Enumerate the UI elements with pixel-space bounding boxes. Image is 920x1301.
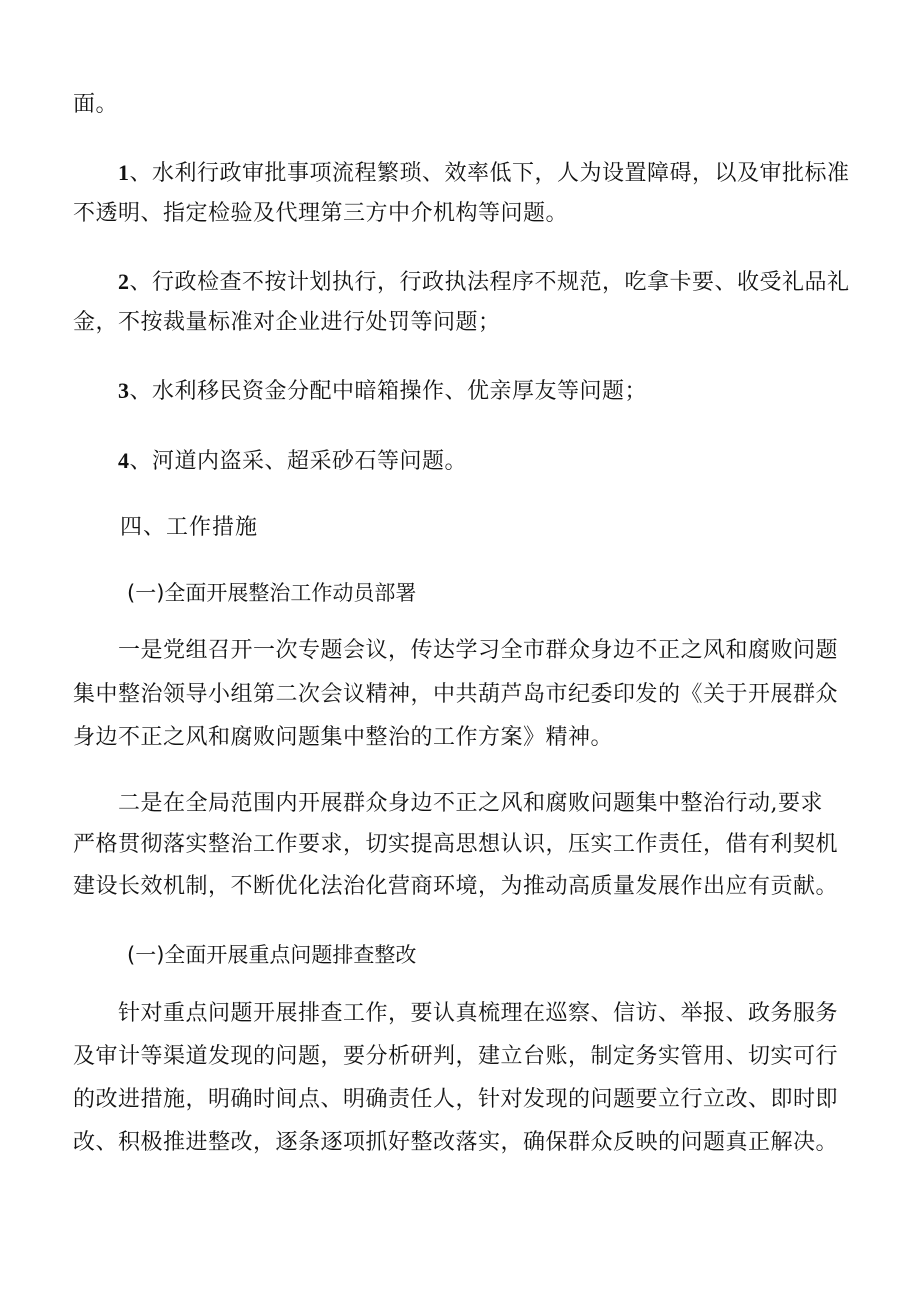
list-item-1 <box>118 158 850 189</box>
list-number: 4 <box>118 448 130 473</box>
list-number: 3 <box>118 378 130 403</box>
list-number: 1 <box>118 160 130 185</box>
paragraph-line: 一是党组召开一次专题会议，传达学习全市群众身边不正之风和腐败问题 <box>118 638 839 663</box>
paragraph-line: 的改进措施，明确时间点、明确责任人，针对发现的问题要立行立改、即时即 <box>73 1087 839 1112</box>
paragraph-line: 面。 <box>73 92 119 117</box>
paragraph-line: 不透明、指定检验及代理第三方中介机构等问题。 <box>73 201 569 226</box>
list-item-text: 、水利行政审批事项流程繁琐、效率低下，人为设置障碍，以及审批标准 <box>129 161 850 186</box>
paragraph-line: 建设长效机制，不断优化法治化营商环境，为推动高质量发展作出应有贡献。 <box>73 874 839 899</box>
paragraph-line: 金，不按裁量标准对企业进行处罚等问题； <box>73 310 501 335</box>
list-item-text: 、河道内盗采、超采砂石等问题。 <box>129 449 468 474</box>
paragraph-line: 改、积极推进整改，逐条逐项抓好整改落实，确保群众反映的问题真正解决。 <box>73 1130 839 1155</box>
list-item-4 <box>118 446 467 477</box>
section-heading: 四、工作措施 <box>120 515 259 540</box>
list-item-2 <box>118 267 850 298</box>
list-item-text: 、水利移民资金分配中暗箱操作、优亲厚友等问题； <box>129 379 648 404</box>
paragraph-line: 严格贯彻落实整治工作要求，切实提高思想认识，压实工作责任，借有利契机 <box>73 832 839 857</box>
subsection-heading: (一)全面开展重点问题排查整改 <box>127 943 417 967</box>
paragraph-line: 针对重点问题开展排查工作，要认真梳理在巡察、信访、举报、政务服务 <box>118 1001 839 1026</box>
paragraph-line: 及审计等渠道发现的问题，要分析研判，建立台账，制定务实管用、切实可行 <box>73 1044 839 1069</box>
list-item-3 <box>118 376 647 407</box>
list-number: 2 <box>118 269 130 294</box>
subsection-heading: (一)全面开展整治工作动员部署 <box>127 581 417 605</box>
paragraph-line: 身边不正之风和腐败问题集中整治的工作方案》精神。 <box>73 725 614 750</box>
list-item-text: 、行政检查不按计划执行，行政执法程序不规范，吃拿卡要、收受礼品礼 <box>129 270 850 295</box>
paragraph-line: 集中整治领导小组第二次会议精神，中共葫芦岛市纪委印发的《关于开展群众 <box>73 682 839 707</box>
paragraph-line: 二是在全局范围内开展群众身边不正之风和腐败问题集中整治行动,要求 <box>118 791 823 816</box>
